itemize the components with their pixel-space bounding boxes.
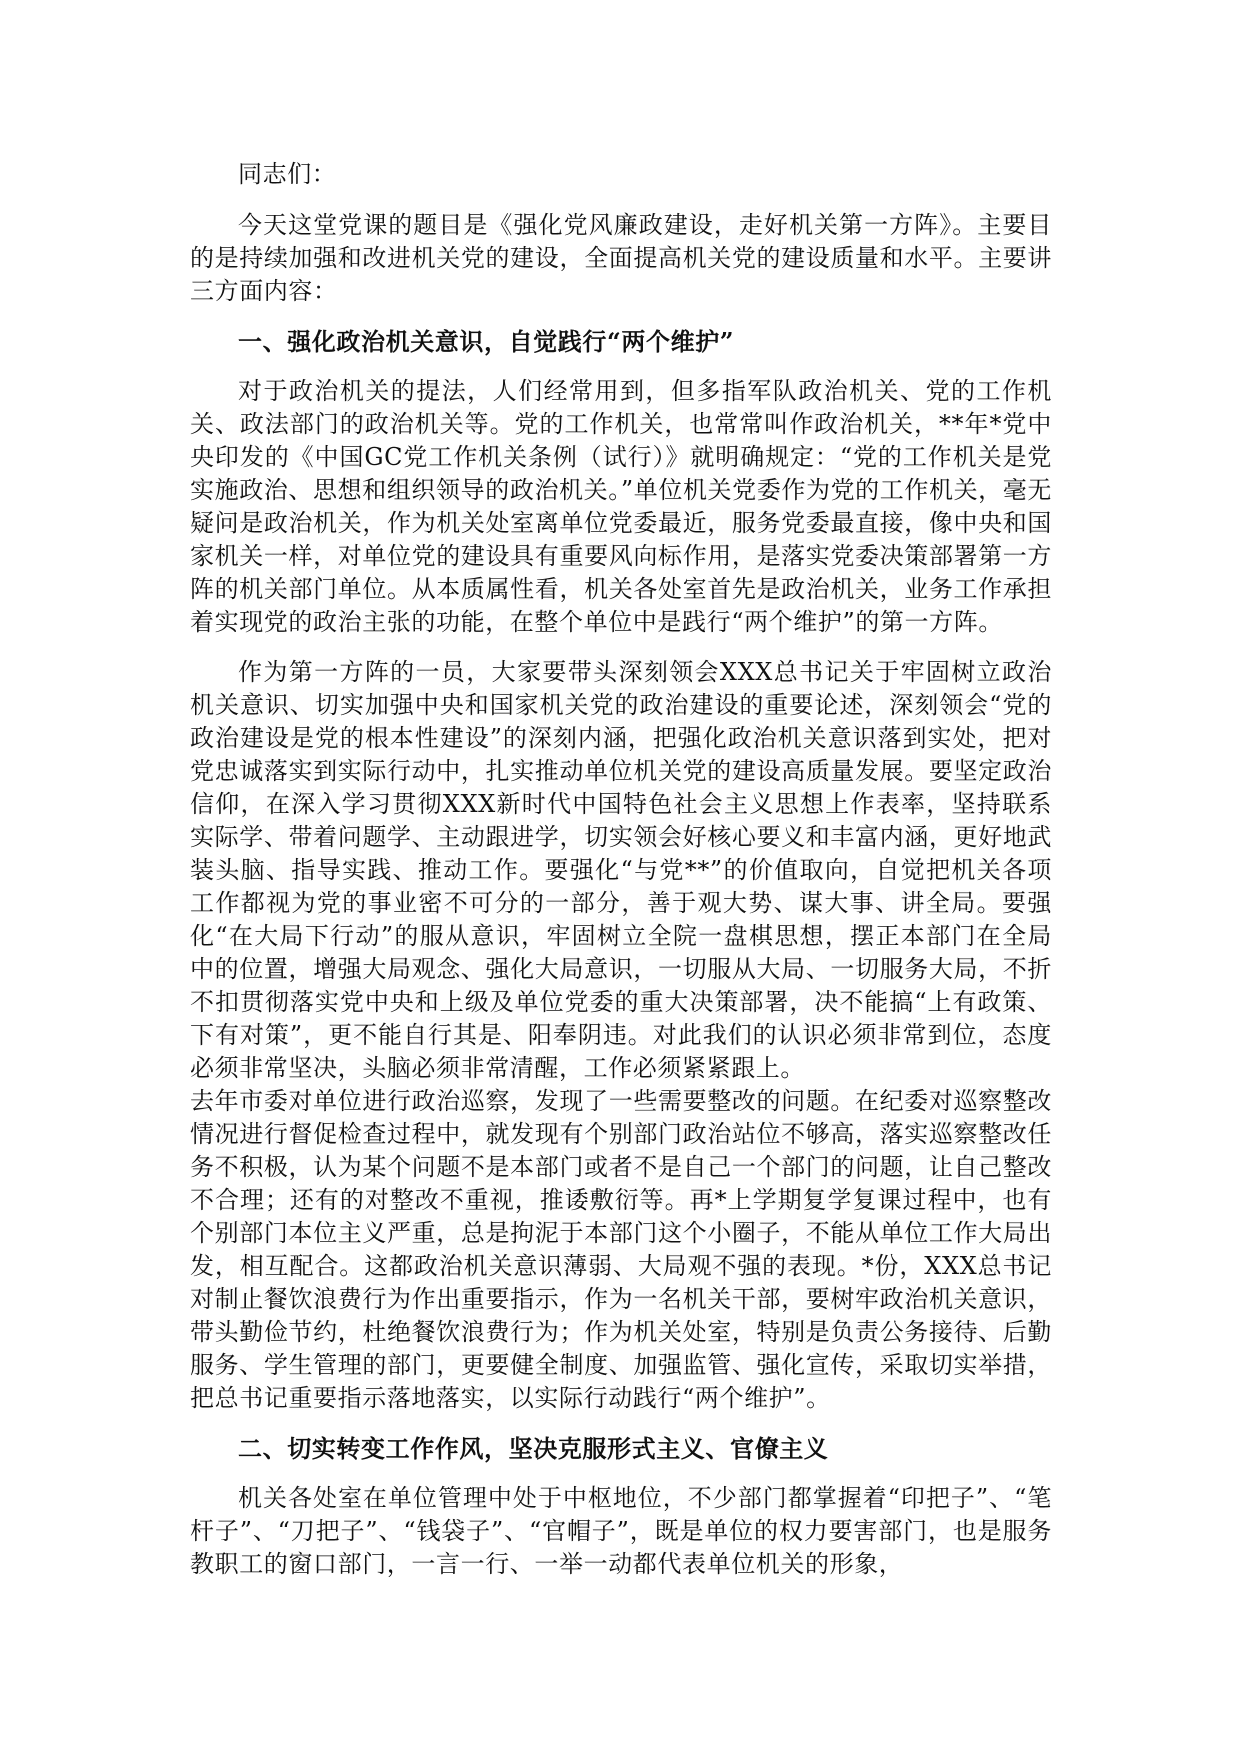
- section-1-paragraph-1: 对于政治机关的提法，人们经常用到，但多指军队政治机关、党的工作机关、政法部门的政治机关等。党的工作机关，也常常叫作政治机关，**年*党中央印发的《中国GC党工作机关条例（试行）》就明确规定：“党的工作机关是党实施政治、思想和组织领导的政治机关。”单位机关党委作为党的工作机关，毫无疑问是政治机关，作为机关处室离单位党委最近，服务党委最直接，像中央和国家机关一样，对单位党的建设具有重要风向标作用，是落实党委决策部署第一方阵的机关部门单位。从本质属性看，机关各处室首先是政治机关，业务工作承担着实现党的政治主张的功能，在整个单位中是践行“两个维护”的第一方阵。: [190, 377, 1052, 636]
- section-1-heading: 一、强化政治机关意识，自觉践行“两个维护”: [238, 327, 735, 356]
- greeting: 同志们：: [238, 160, 337, 188]
- section-1-paragraph-2: 作为第一方阵的一员，大家要带头深刻领会XXX总书记关于牢固树立政治机关意识、切实加强中央和国家机关党的政治建设的重要论述，深刻领会“党的政治建设是党的根本性建设”的深刻内涵，把强化政治机关意识落到实处，把对党忠诚落实到实际行动中，扎实推动单位机关党的建设高质量发展。要坚定政治信仰，在深入学习贯彻XXX新时代中国特色社会主义思想上作表率，坚持联系实际学、带着问题学、主动跟进学，切实领会好核心要义和丰富内涵，更好地武装头脑、指导实践、推动工作。要强化“与党**”的价值取向，自觉把机关各项工作都视为党的事业密不可分的一部分，善于观大势、谋大事、讲全局。要强化“在大局下行动”的服从意识，牢固树立全院一盘棋思想，摆正本部门在全局中的位置，增强大局观念、强化大局意识，一切服从大局、一切服务大局，不折不扣贯彻落实党中央和上级及单位党委的重大决策部署，决不能搞“上有政策、下有对策”，更不能自行其是、阳奉阴违。对此我们的认识必须非常到位，态度必须非常坚决，头脑必须非常清醒，工作必须紧紧跟上。: [190, 658, 1052, 1082]
- section-1-paragraph-3: 去年市委对单位进行政治巡察，发现了一些需要整改的问题。在纪委对巡察整改情况进行督促检查过程中，就发现有个别部门政治站位不够高，落实巡察整改任务不积极，认为某个问题不是本部门或者不是自己一个部门的问题，让自己整改不合理；还有的对整改不重视，推诿敷衍等。再*上学期复学复课过程中，也有个别部门本位主义严重，总是拘泥于本部门这个小圈子，不能从单位工作大局出发，相互配合。这都政治机关意识薄弱、大局观不强的表现。*份，XXX总书记对制止餐饮浪费行为作出重要指示，作为一名机关干部，要树牢政治机关意识，带头勤俭节约，杜绝餐饮浪费行为；作为机关处室，特别是负责公务接待、后勤服务、学生管理的部门，更要健全制度、加强监管、强化宣传，采取切实举措，把总书记重要指示落地落实，以实际行动践行“两个维护”。: [190, 1087, 1052, 1412]
- document-page: [190, 158, 1052, 1598]
- section-2-paragraph-1: 机关各处室在单位管理中处于中枢地位，不少部门都掌握着“印把子”、“笔杆子”、“刀把子”、“钱袋子”、“官帽子”，既是单位的权力要害部门，也是服务教职工的窗口部门，一言一行、一举一动都代表单位机关的形象，: [190, 1484, 1052, 1578]
- section-2-heading: 二、切实转变工作作风，坚决克服形式主义、官僚主义: [238, 1434, 829, 1463]
- intro-paragraph: 今天这堂党课的题目是《强化党风廉政建设，走好机关第一方阵》。主要目的是持续加强和改进机关党的建设，全面提高机关党的建设质量和水平。主要讲三方面内容：: [190, 211, 1052, 305]
